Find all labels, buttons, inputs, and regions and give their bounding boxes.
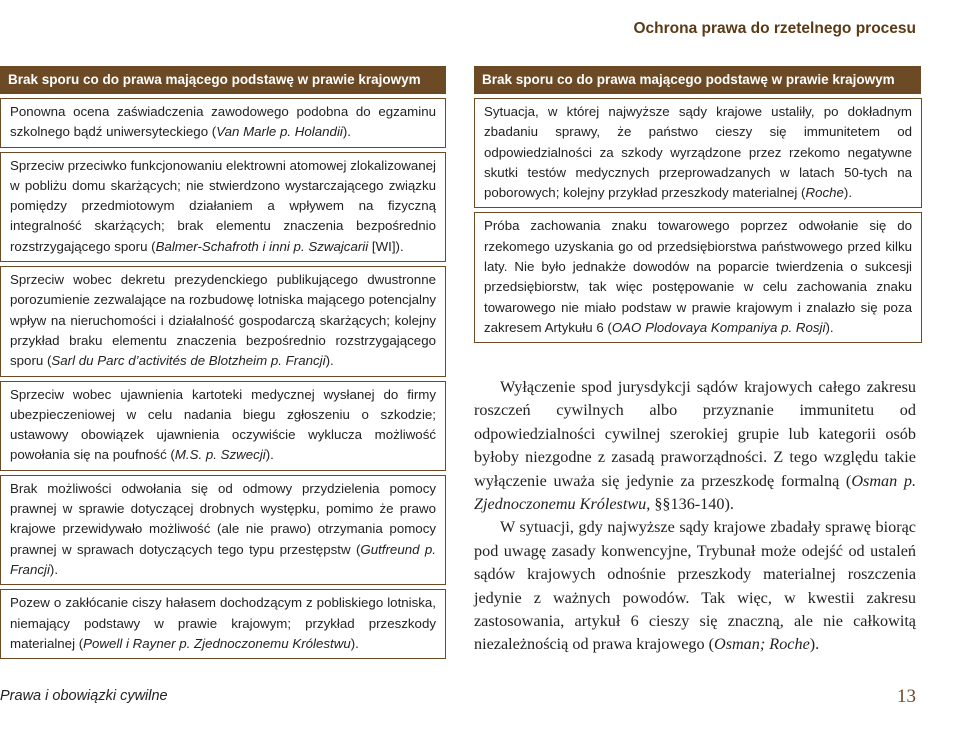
body-paragraph bbox=[474, 516, 916, 656]
case-text-end: ). bbox=[265, 447, 274, 463]
case-citation: Gutfreund p. Francji bbox=[10, 541, 436, 577]
case-text-end: ). bbox=[825, 319, 834, 335]
case-citation: OAO Plodovaya Kompaniya p. Rosji bbox=[611, 319, 826, 335]
case-box bbox=[474, 212, 922, 343]
right-column bbox=[474, 66, 920, 343]
case-citation: Roche bbox=[805, 185, 844, 201]
body-text bbox=[474, 376, 916, 657]
case-citation: M.S. p. Szwecji bbox=[174, 447, 266, 463]
case-text-end: ). bbox=[325, 353, 334, 369]
case-box bbox=[474, 98, 922, 208]
case-text: Sprzeciw wobec ujawnienia kartoteki medycznej wysłanej do firmy ubezpieczeniowej w celu nadania biegu zgłoszeniu o szkodzie; ustawowy obowiązek ujawnienia oczywiście wyklucza możliwość powołania się na poufność ( bbox=[10, 386, 436, 463]
case-citation: Powell i Rayner p. Zjednoczonemu Królestwu bbox=[83, 635, 351, 651]
page-number: 13 bbox=[897, 686, 916, 707]
case-text-end: ). bbox=[342, 124, 351, 140]
left-column bbox=[0, 66, 446, 659]
paragraph-text-end: , §§136-140). bbox=[646, 495, 734, 514]
paragraph-text: Wyłączenie spod jurysdykcji sądów krajowych całego zakresu roszczeń cywilnych albo przyznanie immunitetu od odpowiedzialności cywilnej szerokiej grupie lub kategorii osób byłoby niezgodne z zasadą praworządności. Z tego względu takie wyłączenie uważa się jedynie za przeszkodę formalną ( bbox=[474, 378, 916, 490]
left-column-heading: Brak sporu co do prawa mającego podstawę w prawie krajowym bbox=[0, 66, 446, 94]
right-column-heading: Brak sporu co do prawa mającego podstawę w prawie krajowym bbox=[474, 66, 921, 94]
case-box bbox=[0, 381, 446, 471]
case-text: Ponowna ocena zaświadczenia zawodowego podobna do egzaminu szkolnego bądź uniwersyteckiego ( bbox=[10, 104, 436, 140]
case-box bbox=[0, 266, 446, 376]
case-text-end: ). bbox=[350, 635, 359, 651]
case-box bbox=[0, 152, 446, 262]
case-text-end: [WI]). bbox=[368, 238, 404, 254]
body-paragraph bbox=[474, 376, 916, 516]
paragraph-citation: Osman p. Zjednoczonemu Królestwu bbox=[474, 471, 916, 514]
case-text: Pozew o zakłócanie ciszy hałasem dochodzącym z pobliskiego lotniska, niemający podstawy w prawie krajowym; przykład przeszkody materialnej ( bbox=[10, 595, 436, 651]
case-box bbox=[0, 475, 446, 585]
case-box bbox=[0, 589, 446, 659]
case-text: Sytuacja, w której najwyższe sądy krajowe ustaliły, po dokładnym zbadaniu sprawy, że państwo cieszy się immunitetem od odpowiedzialności za szkody wyrządzone przez rzekomo negatywne skutki testów medycznych przeprowadzanych w latach 50-tych na poborowych; kolejny przykład przeszkody materialnej ( bbox=[484, 104, 912, 201]
case-box bbox=[0, 98, 446, 148]
case-citation: Balmer-Schafroth i inni p. Szwajcarii bbox=[155, 238, 369, 254]
case-text: Sprzeciw przeciwko funkcjonowaniu elektrowni atomowej zlokalizowanej w pobliżu domu skarżących; nie stwierdzono wystarczającego związku pomiędzy przedmiotowym działaniem a wpływem na fizyczną integralność skarżących; brak elementu znaczenia bezpośrednio rozstrzygającego sporu ( bbox=[10, 157, 436, 254]
paragraph-text-end: ). bbox=[809, 635, 820, 654]
case-text-end: ). bbox=[843, 185, 853, 201]
case-citation: Sarl du Parc d’activités de Blotzheim p. Francji bbox=[51, 353, 326, 369]
case-text: Sprzeciw wobec dekretu prezydenckiego publikującego dwustronne porozumienie zezwalające na rozbudowę lotniska mającego potencjalny wpływ na nieruchomości i działalność gospodarczą skarżących; kolejny przykład braku elementu znaczenia bezpośrednio rozstrzygającego sporu ( bbox=[10, 272, 436, 369]
case-text: Próba zachowania znaku towarowego poprzez odwołanie się do rzekomego uzyskania go od przedsiębiorstwa państwowego przed kilku laty. Nie było jednakże dowodów na poparcie twierdzenia o sukcesji przedsiębiorstw, tak więc postępowanie w celu zachowania znaku towarowego nie miało podstaw w prawie krajowym i znalazło się poza zakresem Artykułu 6 ( bbox=[484, 218, 912, 335]
footer-section-title: Prawa i obowiązki cywilne bbox=[0, 688, 168, 704]
running-header-title: Ochrona prawa do rzetelnego procesu bbox=[633, 20, 916, 37]
case-citation: Van Marle p. Holandii bbox=[216, 124, 343, 140]
case-text-end: ). bbox=[49, 561, 59, 577]
paragraph-citation: Osman; Roche bbox=[714, 635, 810, 654]
paragraph-text: W sytuacji, gdy najwyższe sądy krajowe zbadały sprawę biorąc pod uwagę zasady konwencyjne, Trybunał może odejść od ustaleń sądów krajowych odnośnie przeszkody materialnej roszczenia jedynie z ważnych powodów. Tak więc, w kwestii zakresu zastosowania, artykuł 6 cieszy się znaczną, ale nie całkowitą niezależnością od prawa krajowego ( bbox=[474, 518, 916, 654]
case-text: Brak możliwości odwołania się od odmowy przydzielenia pomocy prawnej w sprawie dotyczącej drobnych występku, pomimo że prawo krajowe przewidywało możliwość (ale nie prawo) otrzymania pomocy prawnej w sprawach dotyczących tego typu przestępstw ( bbox=[10, 480, 436, 557]
